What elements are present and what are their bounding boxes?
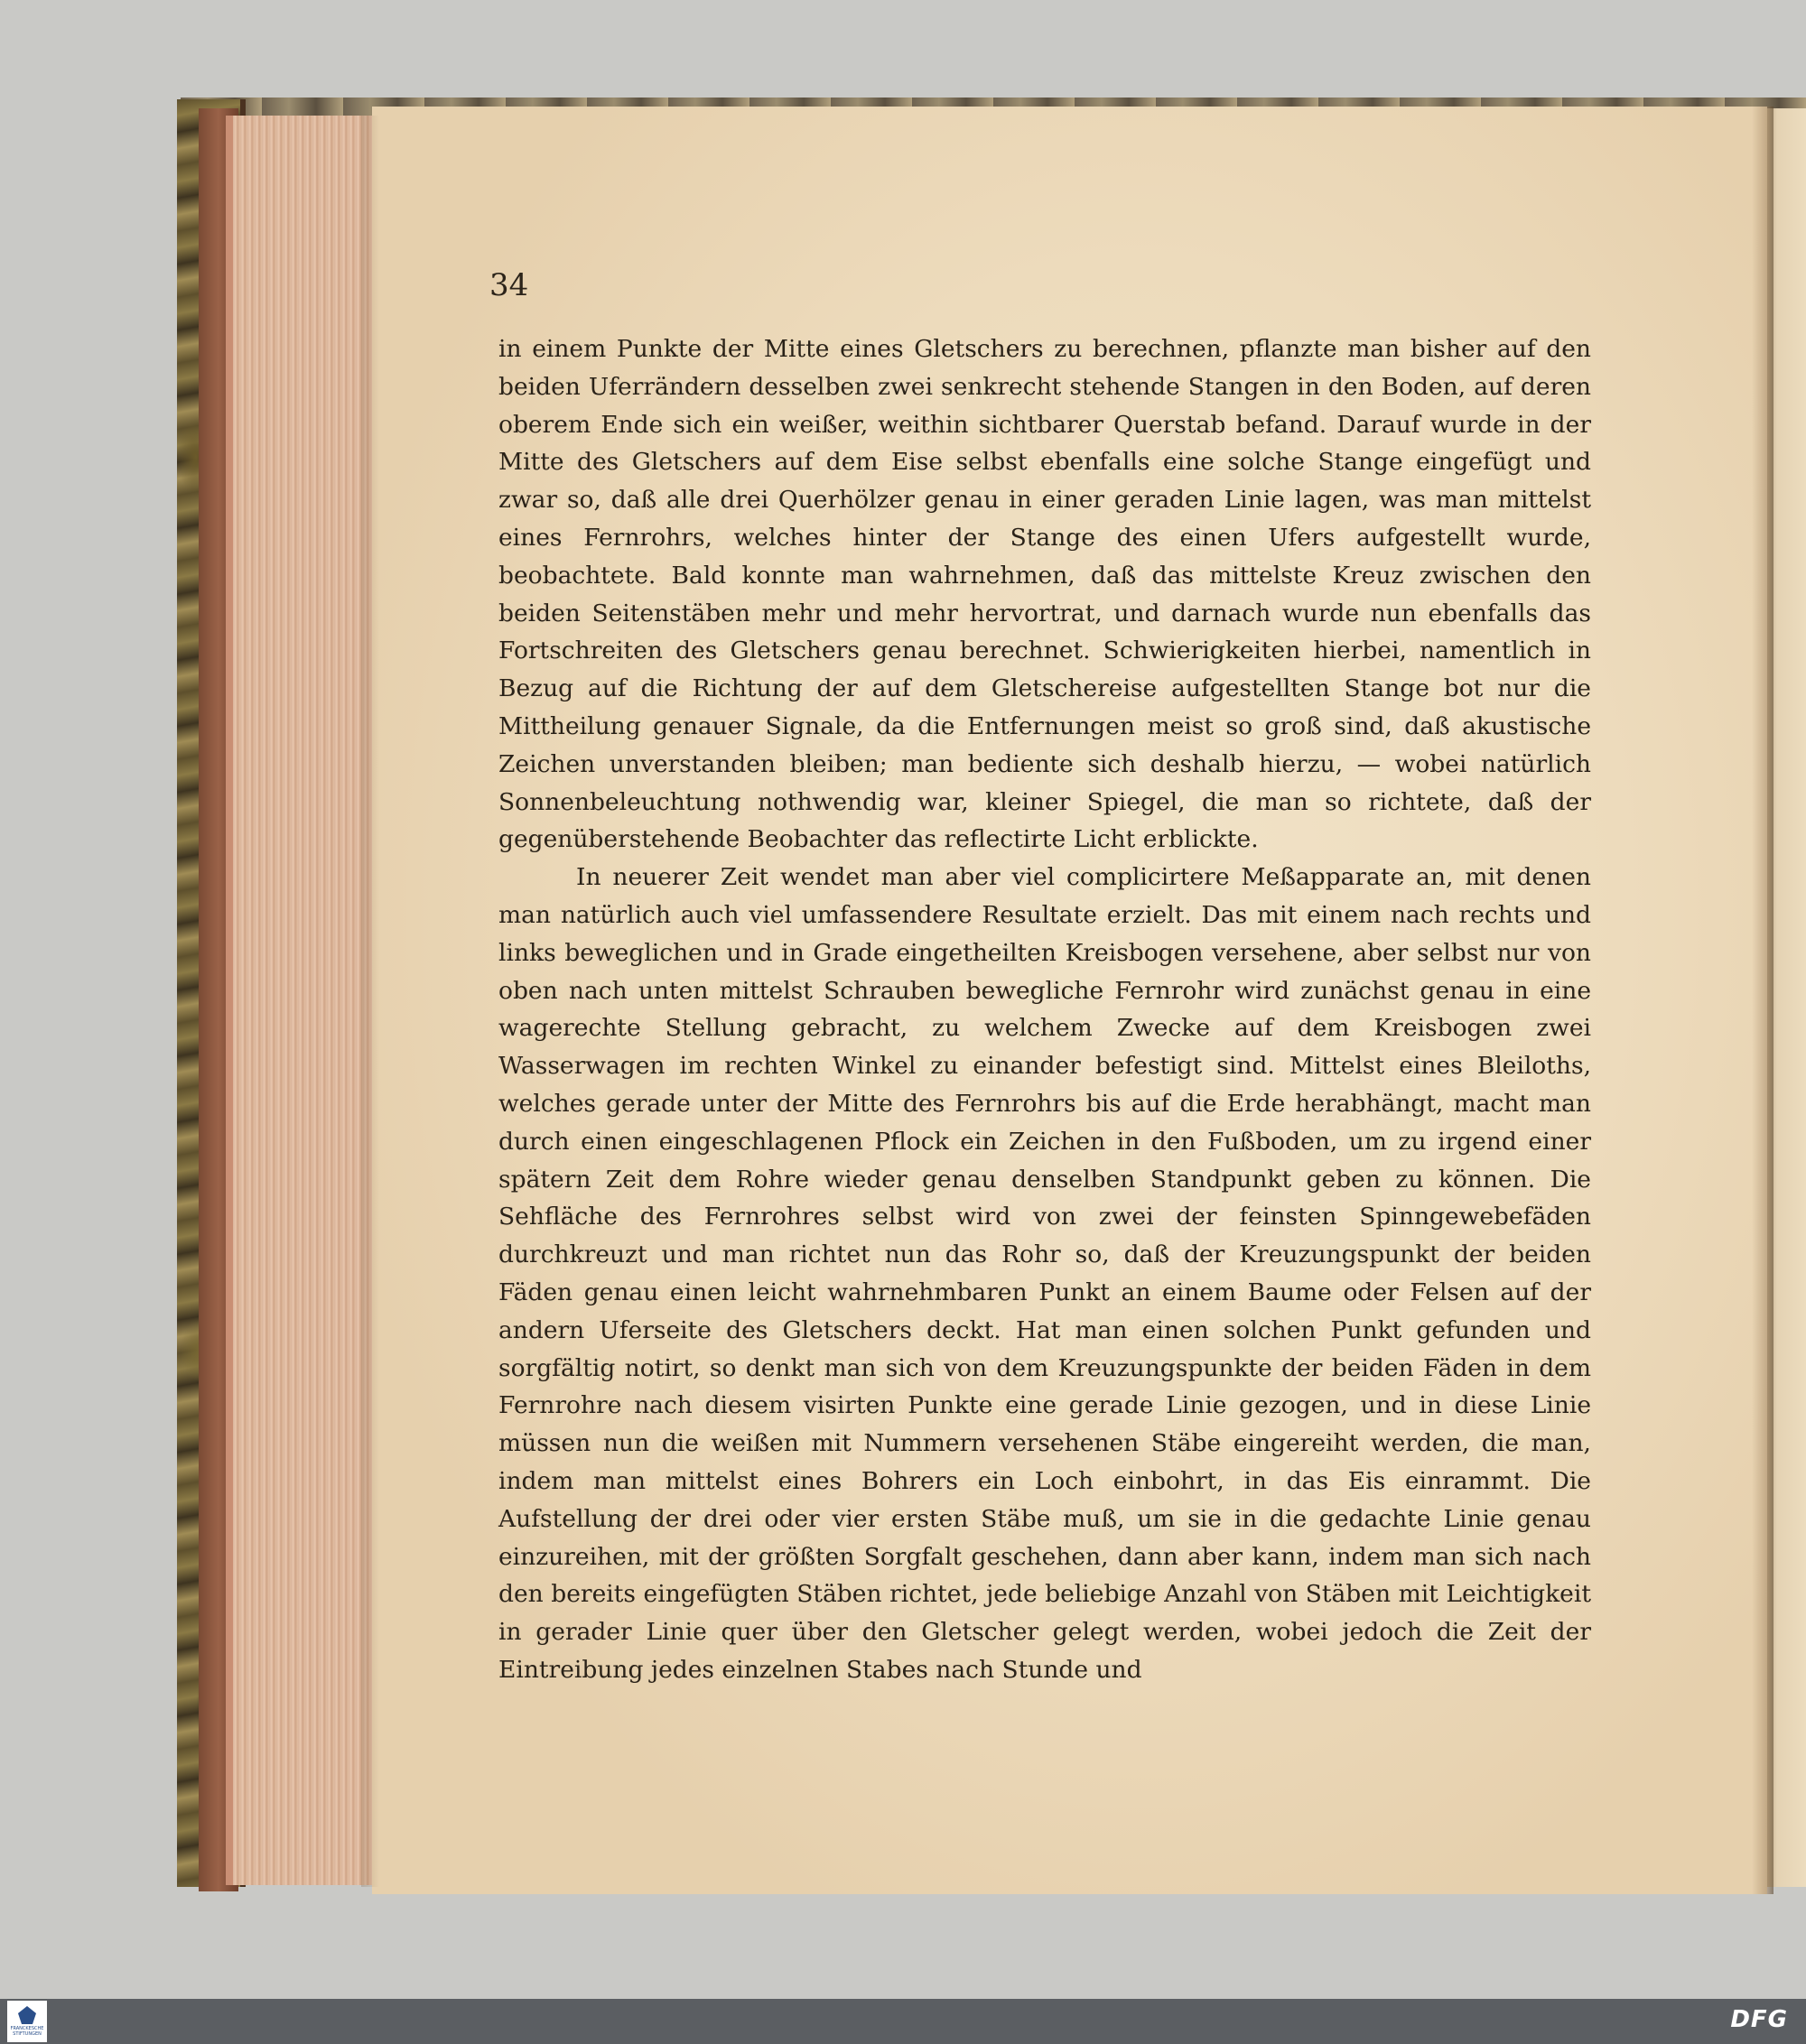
page-text	[498, 330, 1591, 1689]
paragraph-2: In neuerer Zeit wendet man aber viel complicirtere Meßapparate an, mit denen man natürlich auch viel umfassendere Resultate erzielt. Das mit einem nach rechts und links beweglichen und in Grade eingetheilten Kreisbogen versehene, aber selbst nur von oben nach unten mittelst Schrauben bewegliche Fernrohr wird zunächst genau in eine wagerechte Stellung gebracht, zu welchem Zwecke auf dem Kreisbogen zwei Wasserwagen im rechten Winkel zu einander befestigt sind. Mittelst eines Bleiloths, welches gerade unter der Mitte des Fernrohrs bis auf die Erde herabhängt, macht man durch einen eingeschlagenen Pflock ein Zeichen in den Fußboden, um zu irgend einer spätern Zeit dem Rohre wieder genau denselben Standpunkt geben zu können. Die Sehfläche des Fernrohres selbst wird von zwei der feinsten Spinngewebefäden durchkreuzt und man richtet nun das Rohr so, daß der Kreuzungspunkt der beiden Fäden genau einen leicht wahrnehmbaren Punkt an einem Baume oder Felsen auf der andern Uferseite des Gletschers deckt. Hat man einen solchen Punkt gefunden und sorgfältig notirt, so denkt man sich von dem Kreuzungspunkte der beiden Fäden in dem Fernrohre nach diesem visirten Punkte eine gerade Linie gezogen, und in diese Linie müssen nun die weißen mit Nummern versehenen Stäbe eingereiht werden, die man, indem man mittelst eines Bohrers ein Loch einbohrt, in das Eis einrammt. Die Aufstellung der drei oder vier ersten Stäbe muß, um sie in die gedachte Linie genau einzureihen, mit der größten Sorgfalt geschehen, dann aber kann, indem man sich nach den bereits eingefügten Stäben richtet, jede beliebige Anzahl von Stäben mit Leichtigkeit in gerader Linie quer über den Gletscher gelegt werden, wobei jedoch die Zeit der Eintreibung jedes einzelnen Stabes nach Stunde und	[498, 863, 1591, 1684]
page-number: 34	[489, 267, 529, 303]
institution-logo-text: FRANCKESCHE STIFTUNGEN	[10, 2026, 44, 2037]
institution-logo[interactable]	[7, 2001, 47, 2042]
dfg-logo[interactable]: DFG	[1730, 2006, 1788, 2033]
page-gutter	[1752, 107, 1773, 1894]
paragraph-1: in einem Punkte der Mitte eines Gletschers zu berechnen, pflanzte man bisher auf den beiden Uferrändern desselben zwei senkrecht stehende Stangen in den Boden, auf deren oberem Ende sich ein weißer, weithin sichtbarer Querstab befand. Darauf wurde in der Mitte des Gletschers auf dem Eise selbst ebenfalls eine solche Stange eingefügt und zwar so, daß alle drei Querhölzer genau in einer geraden Linie lagen, was man mittelst eines Fernrohrs, welches hinter der Stange des einen Ufers aufgestellt wurde, beobachtete. Bald konnte man wahrnehmen, daß das mittelste Kreuz zwischen den beiden Seitenstäben mehr und mehr hervortrat, und darnach wurde nun ebenfalls das Fortschreiten des Gletschers genau berechnet. Schwierigkeiten hierbei, namentlich in Bezug auf die Richtung der auf dem Gletschereise aufgestellten Stange bot nur die Mittheilung genauer Signale, da die Entfernungen meist so groß sind, daß akustische Zeichen unverstanden bleiben; man bediente sich deshalb hierzu, — wobei natürlich Sonnenbeleuchtung nothwendig war, kleiner Spiegel, die man so richtete, daß der gegenüberstehende Beobachter das reflectirte Licht erblickte.	[498, 335, 1591, 854]
viewer-footer-bar	[0, 1999, 1806, 2044]
institution-logo-icon	[18, 2006, 36, 2024]
page-shadow	[361, 116, 379, 1887]
